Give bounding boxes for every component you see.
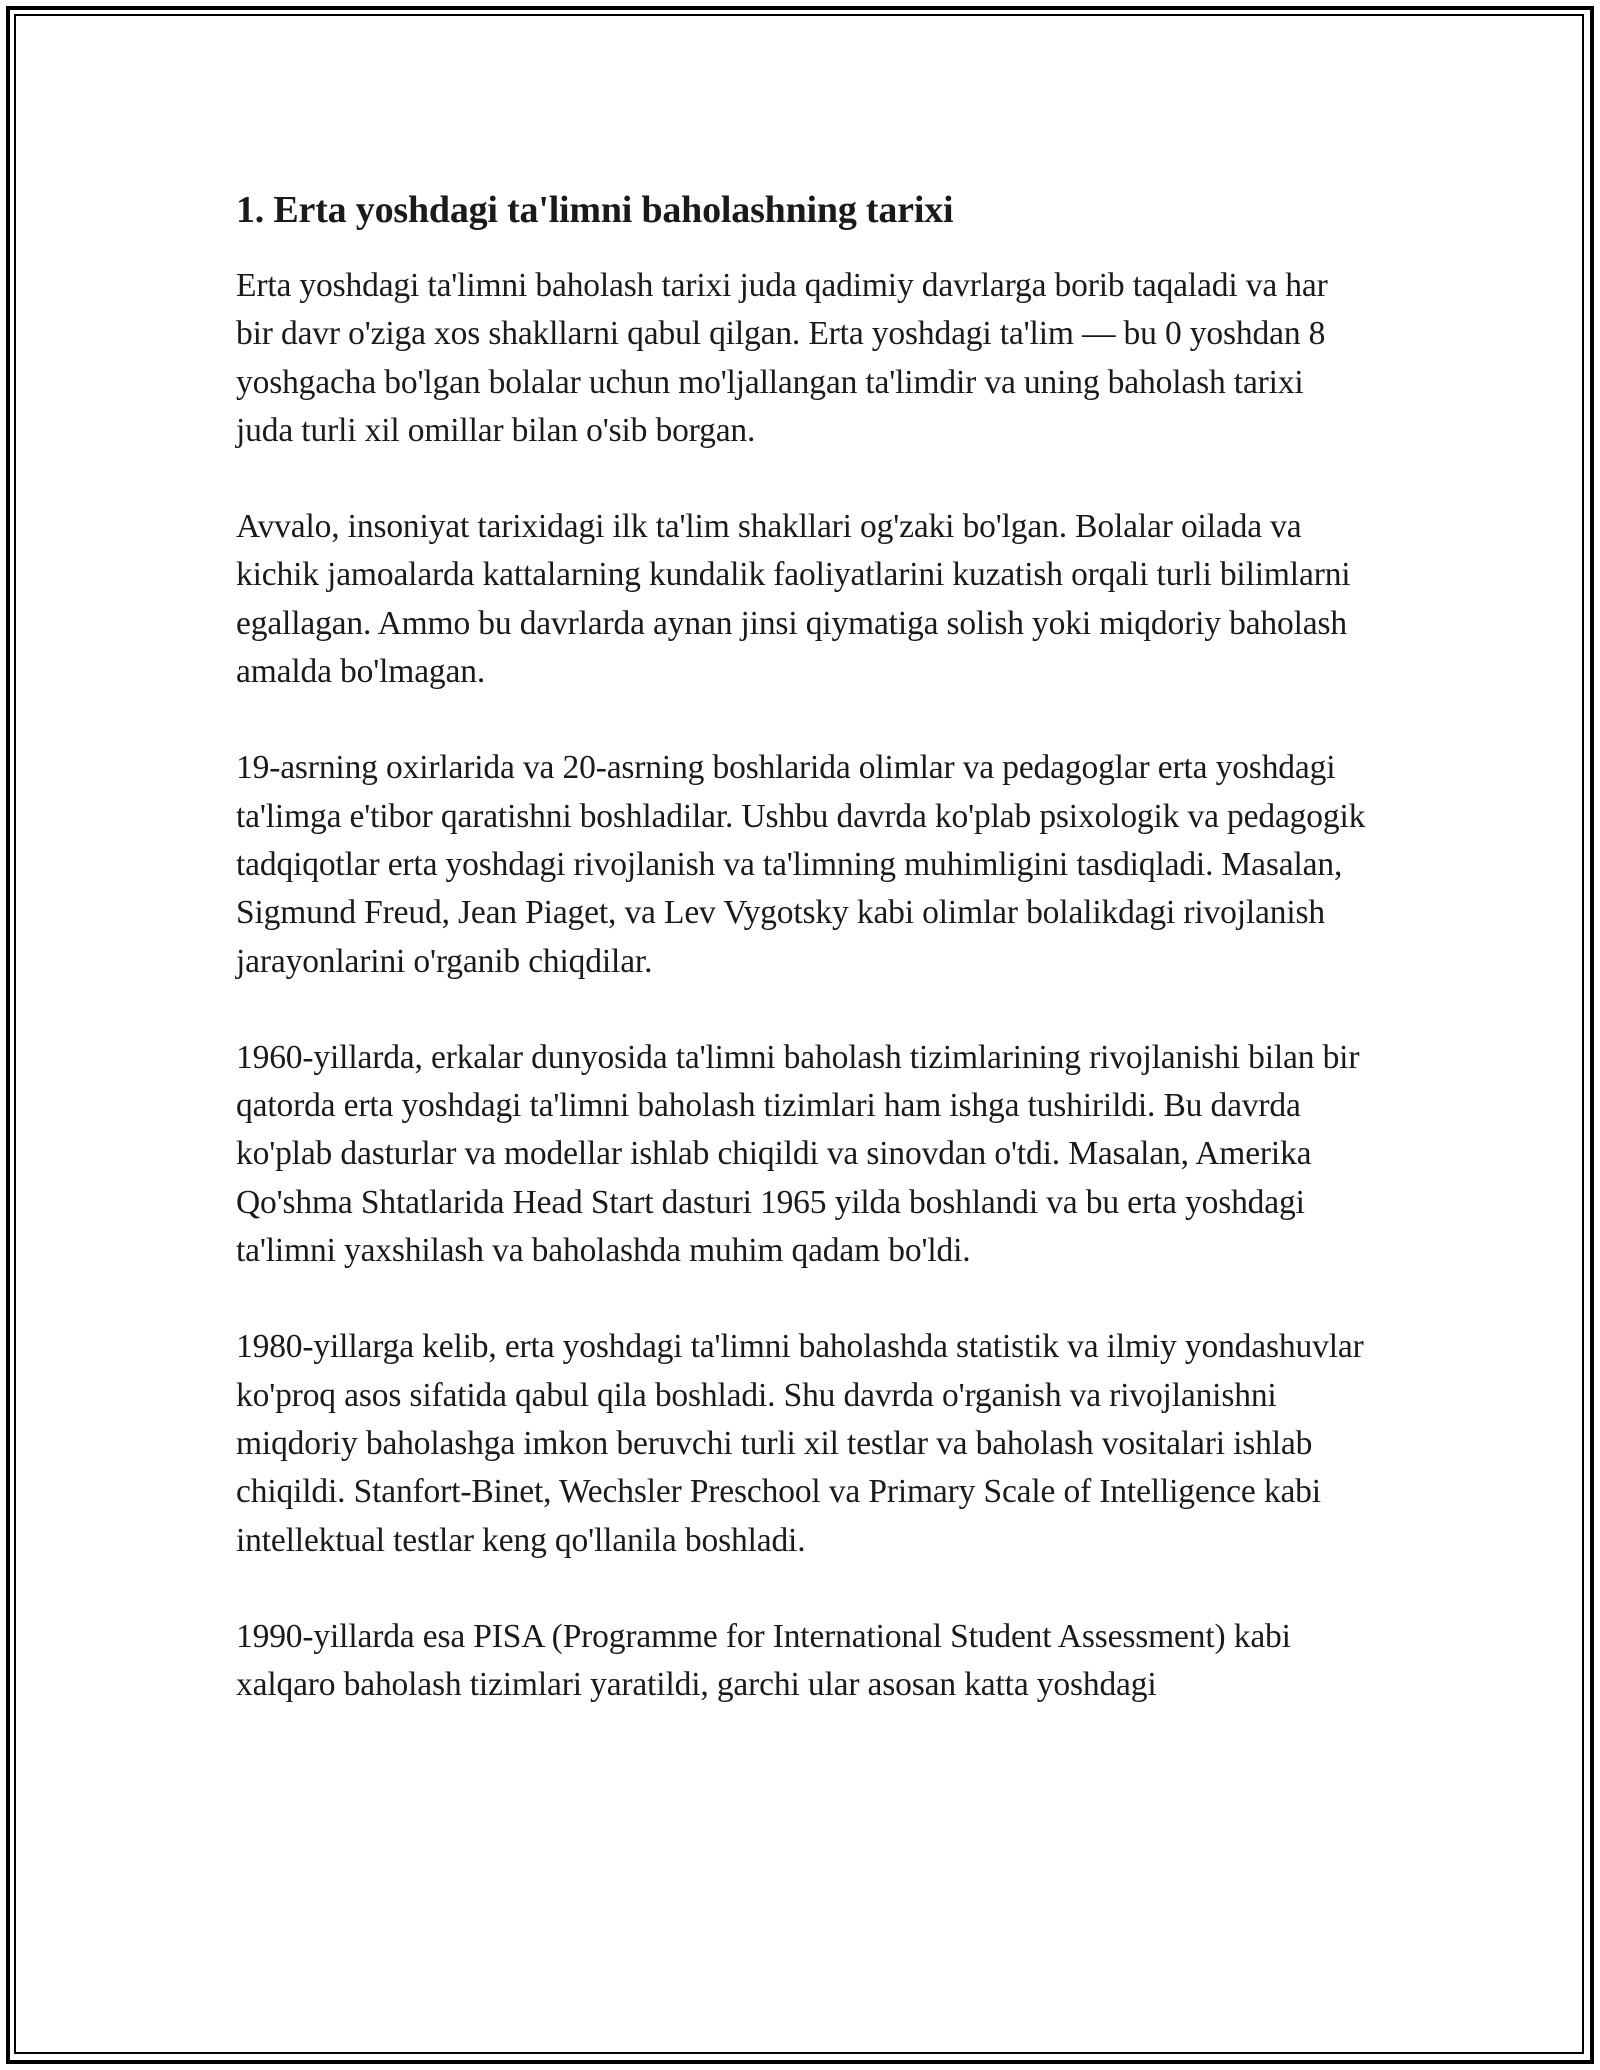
document-body [236, 186, 1366, 1709]
paragraph-19th-20th-century: 19-asrning oxirlarida va 20-asrning boshlarida olimlar va pedagoglar erta yoshdagi ta'limga e'tibor qaratishni boshladilar. Ushbu davrda ko'plab psixologik va pedagogik tadqiqotlar erta yoshdagi rivojlanish va ta'limning muhimligini tasdiqladi. Masalan, Sigmund Freud, Jean Piaget, va Lev Vygotsky kabi olimlar bolalikdagi rivojlanish jarayonlarini o'rganib chiqdilar. [236, 749, 1366, 980]
section-heading: 1. Erta yoshdagi ta'limni baholashning tarixi [236, 189, 954, 231]
paragraph-1990s: 1990-yillarda esa PISA (Programme for International Student Assessment) kabi xalqaro baholash tizimlari yaratildi, garchi ular asosan katta yoshdagi [236, 1617, 1291, 1704]
paragraph-intro: Erta yoshdagi ta'limni baholash tarixi juda qadimiy davrlarga borib taqaladi va har bir davr o'ziga xos shakllarni qabul qilgan. Erta yoshdagi ta'lim — bu 0 yoshdan 8 yoshgacha bo'lgan bolalar uchun mo'ljallangan ta'limdir va uning baholash tarixi juda turli xil omillar bilan o'sib borgan. [236, 267, 1328, 449]
paragraph-1980s: 1980-yillarga kelib, erta yoshdagi ta'limni baholashda statistik va ilmiy yondashuvlar ko'proq asos sifatida qabul qila boshladi. Shu davrda o'rganish va rivojlanishni miqdoriy baholashga imkon beruvchi turli xil testlar va baholash vositalari ishlab chiqildi. Stanfort-Binet, Wechsler Preschool va Primary Scale of Intelligence kabi intellektual testlar keng qo'llanila boshladi. [236, 1328, 1364, 1559]
paragraph-1960s: 1960-yillarda, erkalar dunyosida ta'limni baholash tizimlarining rivojlanishi bilan bir qatorda erta yoshdagi ta'limni baholash tizimlari ham ishga tushirildi. Bu davrda ko'plab dasturlar va modellar ishlab chiqildi va sinovdan o'tdi. Masalan, Amerika Qo'shma Shtatlarida Head Start dasturi 1965 yilda boshlandi va bu erta yoshdagi ta'limni yaxshilash va baholashda muhim qadam bo'ldi. [236, 1038, 1360, 1270]
paragraph-oral-education: Avvalo, insoniyat tarixidagi ilk ta'lim shakllari og'zaki bo'lgan. Bolalar oilada va kichik jamoalarda kattalarning kundalik faoliyatlarini kuzatish orqali turli bilimlarni egallagan. Ammo bu davrlarda aynan jinsi qiymatiga solish yoki miqdoriy baholash amalda bo'lmagan. [236, 508, 1351, 691]
